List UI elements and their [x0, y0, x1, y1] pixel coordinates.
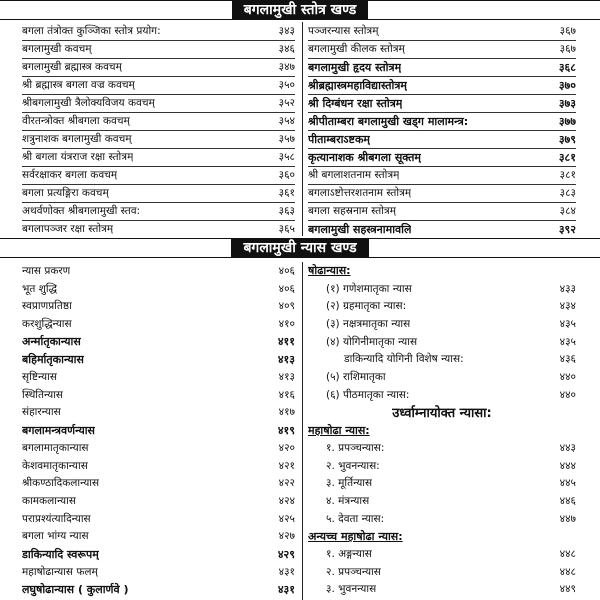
- entry-title: पराप्रश्यंत्यादिन्यास: [22, 512, 91, 525]
- stotra-left-column: [22, 22, 295, 238]
- entry-page-number: ३६७: [559, 25, 576, 37]
- entry-page-number: ३८१: [558, 150, 576, 164]
- toc-entry: [22, 386, 295, 404]
- entry-title: बहिर्मातृकान्यास: [22, 352, 84, 366]
- entry-page-number: ४२५: [278, 512, 295, 525]
- stotra-right-column: [308, 22, 576, 238]
- toc-entry: [308, 351, 576, 369]
- entry-page-number: ४२१: [278, 459, 295, 472]
- section-banner-stotra: [0, 0, 600, 20]
- toc-entry: [308, 404, 576, 422]
- entry-page-number: ४३४: [559, 300, 576, 313]
- entry-page-number: ३७३: [558, 96, 576, 110]
- entry-title: बगला भांग्य न्यास: [22, 530, 89, 543]
- toc-entry: [308, 315, 576, 333]
- entry-page-number: ४४३: [559, 441, 576, 454]
- toc-entry: [22, 351, 295, 369]
- toc-entry: [22, 297, 295, 315]
- entry-title: कामकलान्यास: [22, 494, 76, 507]
- entry-page-number: ३५८: [278, 151, 295, 163]
- toc-entry: [22, 457, 295, 475]
- entry-title: बगलाऽष्टोत्तरशतनाम स्तोत्रम्: [308, 187, 412, 199]
- toc-entry: [308, 368, 576, 386]
- toc-entry: [22, 404, 295, 422]
- entry-title: २. प्रपञ्चन्यास: [326, 565, 381, 578]
- toc-entry: [308, 76, 576, 94]
- entry-title: (२) ग्रहमातृका न्यास:: [326, 300, 407, 313]
- entry-title: अर्न्मातृकान्यास: [22, 335, 81, 349]
- toc-entry: [308, 563, 576, 581]
- entry-page-number: ४४९: [559, 583, 576, 596]
- entry-page-number: ४१६: [278, 388, 295, 401]
- toc-entry: [308, 166, 576, 184]
- entry-title: न्यास प्रकरण: [22, 264, 71, 277]
- entry-title: श्रीब्रह्मास्त्रमहाविद्यास्तोत्रम्: [308, 78, 407, 92]
- entry-title: बगलामातृकान्यास: [22, 441, 89, 454]
- entry-title: बगलामुखी कीलक स्तोत्रम्: [308, 43, 405, 55]
- entry-page-number: ४२४: [278, 494, 295, 507]
- entry-title: (५) राशिमातृका: [326, 371, 386, 384]
- entry-title: २. भुवनन्यास:: [326, 459, 380, 472]
- entry-page-number: ४०९: [278, 300, 295, 313]
- entry-title: ४. मंत्रन्यास: [326, 494, 370, 507]
- entry-page-number: ४४०: [559, 371, 576, 384]
- entry-page-number: ४४५: [559, 477, 576, 490]
- toc-entry: [22, 581, 295, 599]
- entry-title: संहारन्यास: [22, 406, 61, 419]
- entry-title: बगलामुखी कवचम्: [22, 43, 92, 55]
- toc-entry: [22, 220, 295, 238]
- entry-page-number: ४३५: [559, 317, 576, 330]
- entry-page-number: ४३५: [559, 335, 576, 348]
- entry-title: बगलामुखी ब्रह्मास्त्र कवचम्: [22, 61, 122, 73]
- entry-title: पञ्जरन्यास स्तोत्रम्: [308, 25, 379, 37]
- entry-page-number: ४०६: [278, 264, 295, 277]
- toc-entry: [308, 148, 576, 166]
- entry-page-number: ४४७: [559, 512, 576, 525]
- toc-entry: [308, 202, 576, 220]
- toc-entry: [22, 202, 295, 220]
- entry-page-number: ३४६: [278, 43, 295, 55]
- entry-title: १. अङ्गन्यास: [326, 548, 372, 561]
- entry-page-number: ३६८: [558, 60, 576, 74]
- entry-title: उर्ध्वाम्नायोक्त न्यासा:: [392, 406, 492, 422]
- entry-title: श्री दिग्बंधन रक्षा स्तोत्रम्: [308, 96, 403, 110]
- entry-title: लघुषोढान्यास ( कुलार्णवे ): [22, 582, 129, 596]
- nyasa-right-column: [308, 262, 576, 600]
- entry-page-number: ४०६: [278, 282, 295, 295]
- entry-title: (४) योगिनीमातृका न्यास: [326, 335, 418, 348]
- entry-page-number: ३४७: [278, 61, 295, 73]
- toc-entry: [308, 457, 576, 475]
- toc-entry: [308, 297, 576, 315]
- entry-title: (१) गणेशमातृका न्यास: [326, 282, 412, 295]
- toc-entry: [308, 581, 576, 599]
- entry-page-number: ३६५: [278, 223, 295, 235]
- toc-entry: [22, 333, 295, 351]
- entry-title: (६) पीठमातृका न्यास:: [326, 388, 410, 401]
- entry-page-number: ४१९: [277, 423, 295, 437]
- entry-page-number: ४१७: [278, 406, 295, 419]
- toc-entry: [308, 333, 576, 351]
- entry-title: महाषोढान्यास फलम्: [22, 565, 98, 578]
- toc-entry: [308, 545, 576, 563]
- entry-page-number: ३६०: [278, 169, 295, 181]
- section-title-stotra: बगलामुखी स्तोत्र खण्ड: [232, 0, 369, 20]
- toc-entry: [22, 545, 295, 563]
- toc-entry: [308, 58, 576, 76]
- entry-title: श्री ब्रह्मास्त्र बगला वज्र कवचम्: [22, 79, 135, 91]
- entry-page-number: ३९२: [558, 222, 576, 236]
- toc-entry: [22, 368, 295, 386]
- toc-entry: [308, 262, 576, 280]
- entry-title: बगलापञ्जर रक्षा स्तोत्रम्: [22, 223, 114, 235]
- entry-page-number: ४४४: [559, 459, 576, 472]
- entry-title: श्रीकण्ठादिकलान्यास: [22, 477, 100, 490]
- entry-page-number: ३५४: [278, 115, 295, 127]
- entry-page-number: ४३६: [559, 353, 576, 366]
- toc-entry: [22, 130, 295, 148]
- toc-entry: [308, 184, 576, 202]
- entry-page-number: ३५०: [278, 79, 295, 91]
- section-banner-nyasa: [0, 238, 600, 258]
- entry-page-number: ३६७: [559, 43, 576, 55]
- toc-entry: [22, 563, 295, 581]
- stotra-column-divider: [302, 22, 303, 236]
- entry-title: ५. देवता न्यास:: [326, 512, 385, 525]
- entry-page-number: ३८४: [559, 205, 576, 217]
- toc-entry: [22, 166, 295, 184]
- toc-entry: [308, 386, 576, 404]
- entry-page-number: ४२२: [278, 477, 295, 490]
- entry-title: अन्यच्च महाषोढा न्यास:: [308, 529, 403, 543]
- toc-entry: [22, 40, 295, 58]
- toc-entry: [308, 220, 576, 238]
- toc-entry: [22, 421, 295, 439]
- entry-page-number: ३७०: [558, 78, 576, 92]
- entry-title: बगला प्रत्यङ्गिरा कवचम्: [22, 187, 109, 199]
- entry-page-number: ३६३: [278, 205, 295, 217]
- toc-entry: [22, 510, 295, 528]
- toc-entry: [308, 40, 576, 58]
- entry-title: शत्रुनाशक बगलामुखी कवचम्: [22, 133, 132, 145]
- entry-title: श्री बगला यंत्रराज रक्षा स्तोत्रम्: [22, 151, 134, 163]
- toc-entry: [22, 474, 295, 492]
- toc-entry: [22, 315, 295, 333]
- entry-title: बगलामुखी हृदय स्तोत्रम्: [308, 60, 402, 74]
- entry-title: ३. भुवनन्यास: [326, 583, 377, 596]
- toc-entry: [22, 492, 295, 510]
- toc-entry: [22, 262, 295, 280]
- entry-page-number: ४४०: [559, 388, 576, 401]
- entry-page-number: ४१३: [278, 371, 295, 384]
- entry-page-number: ४४८: [559, 565, 576, 578]
- entry-page-number: ३५७: [278, 133, 295, 145]
- entry-title: अथर्वणोक्त श्रीबगलामुखी स्तव:: [22, 205, 141, 217]
- entry-page-number: ३८३: [559, 187, 576, 199]
- entry-title: वीरतन्त्रोक्त श्रीबगला कवचम्: [22, 115, 130, 127]
- entry-page-number: ३६१: [278, 187, 295, 199]
- entry-page-number: ४१०: [278, 317, 295, 330]
- toc-entry: [308, 492, 576, 510]
- toc-entry: [22, 148, 295, 166]
- entry-title: षोढान्यास:: [308, 264, 351, 278]
- entry-page-number: ३७९: [558, 132, 576, 146]
- entry-title: बगला सहस्रनाम स्तोत्रम्: [308, 205, 396, 217]
- entry-title: १. प्रपञ्चन्यास:: [326, 441, 385, 454]
- entry-title: श्रीबगलामुखी त्रैलोक्यविजय कवचम्: [22, 97, 155, 109]
- entry-title: स्थितिन्यास: [22, 388, 64, 401]
- entry-page-number: ३५२: [278, 97, 295, 109]
- entry-title: करशुद्धिन्यास: [22, 317, 72, 330]
- entry-title: कृत्यानाशक श्रीबगला सूक्तम्: [308, 150, 422, 164]
- nyasa-column-divider: [302, 262, 303, 600]
- toc-entry: [22, 184, 295, 202]
- entry-page-number: ४४८: [559, 548, 576, 561]
- entry-page-number: ४१३: [277, 352, 295, 366]
- section-title-nyasa: बगलामुखी न्यास खण्ड: [231, 238, 368, 258]
- toc-entry: [22, 94, 295, 112]
- toc-entry: [308, 94, 576, 112]
- entry-title: बगला तंत्रोक्त कुञ्जिका स्तोत्र प्रयोग:: [22, 25, 161, 37]
- toc-entry: [308, 112, 576, 130]
- nyasa-left-column: [22, 262, 295, 600]
- entry-title: सृष्टिन्यास: [22, 371, 57, 384]
- entry-title: (३) नक्षत्रमातृका न्यास: [326, 317, 411, 330]
- entry-title: भूत शुद्धि: [22, 282, 57, 295]
- entry-page-number: ४३१: [277, 582, 295, 596]
- entry-title: डाकिन्यादि योगिनी विशेष न्यास:: [344, 353, 464, 366]
- entry-title: ३. मूर्तिन्यास: [326, 477, 373, 490]
- toc-entry: [22, 439, 295, 457]
- toc-entry: [308, 474, 576, 492]
- entry-title: पीताम्बराऽष्टकम्: [308, 132, 371, 146]
- entry-title: बगलामन्त्रवर्णन्यास: [22, 423, 95, 437]
- toc-entry: [308, 280, 576, 298]
- entry-title: महाषोढा न्यास:: [308, 423, 370, 437]
- entry-page-number: ४२७: [278, 530, 295, 543]
- entry-title: बगलामुखी सहस्त्रनामावलि: [308, 222, 412, 236]
- entry-page-number: ४३१: [278, 565, 295, 578]
- entry-page-number: ४२०: [278, 441, 295, 454]
- toc-entry: [308, 22, 576, 40]
- toc-entry: [308, 528, 576, 546]
- toc-entry: [22, 76, 295, 94]
- entry-title: केशवमातृकान्यास: [22, 459, 88, 472]
- toc-entry: [308, 510, 576, 528]
- toc-entry: [308, 421, 576, 439]
- entry-title: श्री बगलाशतनाम स्तोत्रम्: [308, 169, 400, 181]
- entry-title: डाकिन्यादि स्वरूपम्: [22, 547, 99, 561]
- entry-title: श्रीपीताम्बरा बगलामुखी खड्ग मालामन्त्र:: [308, 114, 469, 128]
- toc-entry: [22, 112, 295, 130]
- entry-title: स्वप्राणप्रतिष्ठा: [22, 300, 72, 313]
- entry-page-number: ३४३: [278, 25, 295, 37]
- toc-entry: [22, 528, 295, 546]
- entry-page-number: ४३३: [559, 282, 576, 295]
- entry-page-number: ४४६: [559, 494, 576, 507]
- entry-page-number: ३८१: [559, 169, 576, 181]
- entry-page-number: ३७७: [558, 114, 576, 128]
- entry-page-number: ४११: [277, 335, 295, 349]
- toc-entry: [308, 439, 576, 457]
- entry-title: सर्वरक्षाकर बगला कवचम्: [22, 169, 118, 181]
- toc-entry: [308, 130, 576, 148]
- entry-page-number: ४२९: [277, 547, 295, 561]
- toc-entry: [22, 22, 295, 40]
- toc-entry: [22, 280, 295, 298]
- toc-entry: [22, 58, 295, 76]
